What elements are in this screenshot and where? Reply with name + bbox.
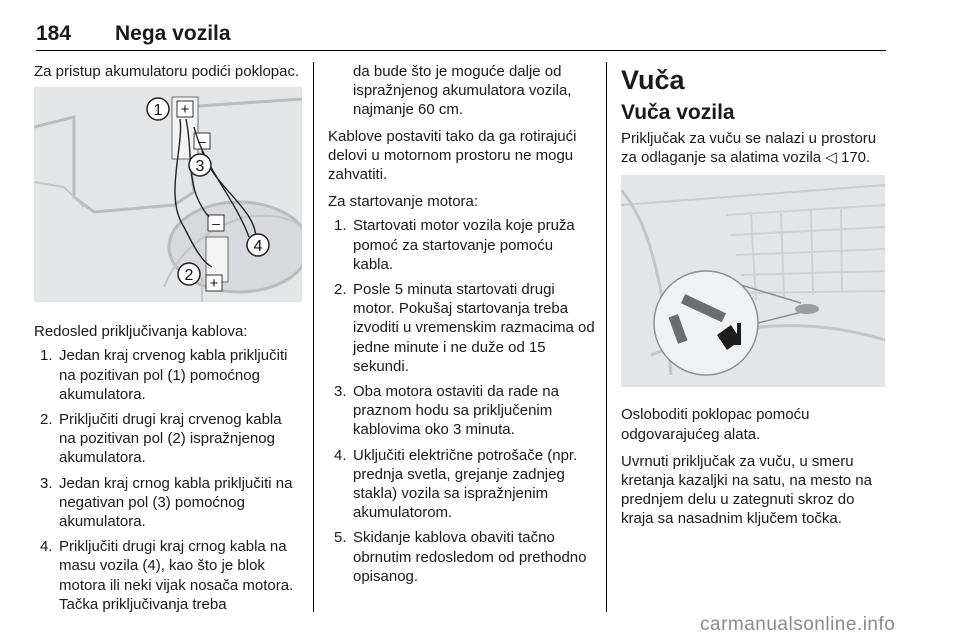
column-middle — [328, 62, 596, 592]
header-rule — [36, 50, 886, 51]
callout-3: 3 — [195, 158, 205, 176]
section-heading: Vuča — [621, 65, 685, 95]
battery-access-text: Za pristup akumulatoru podići poklopac. — [34, 63, 300, 80]
callout-1: 1 — [153, 102, 163, 120]
list-item: 2. Posle 5 minuta startovati drugi motor. Pokušaj startovanja treba izvoditi u vremenskim razmacima od jedne minute i ne duže od 15 sekundi. — [334, 281, 595, 375]
page-header — [36, 22, 886, 50]
screw-in-text: Uvrnuti priključak za vuču, u smeru kretanja kazaljki na satu, na mesto na prednjem delu u zategnuti skroz do kraja sa nasadnim ključem točka. — [621, 452, 872, 528]
cable-order-heading: Redosled priključivanja kablova: — [34, 323, 248, 341]
plus-terminal-upper: + — [180, 101, 190, 119]
list-item: 3. Jedan kraj crnog kabla priključiti na negativan pol (3) pomoćnog akumulatora. — [40, 474, 293, 531]
cable-placement-text: Kablove postaviti tako da ga rotirajući delovi u motornom prostoru ne mogu zahvatiti. — [328, 127, 577, 184]
minus-terminal-upper: – — [198, 133, 206, 150]
column-divider — [606, 62, 607, 612]
minus-terminal-lower: – — [212, 215, 220, 232]
list-item: 1. Jedan kraj crvenog kabla priključiti na pozitivan pol (1) pomoćnog akumulatora. — [40, 347, 288, 403]
start-heading: Za startovanje motora: — [328, 193, 479, 211]
list-item: 4. Priključiti drugi kraj crnog kabla na masu vozila (4), kao što je blok motora ili neki vijak nosača motora. Tačka priključivanja treba — [40, 538, 294, 613]
continuation-text: da bude što je moguće dalje od ispražnjenog akumulatora vozila, najmanje 60 cm. — [353, 63, 572, 119]
list-item: 3. Oba motora ostaviti da rade na praznom hodu sa priključenim kablovima oko 3 minuta. — [334, 383, 559, 439]
list-item: 2. Priključiti drugi kraj crvenog kabla na pozitivan pol (2) ispražnjenog akumulatora. — [40, 411, 282, 467]
column-left — [34, 62, 302, 620]
callout-4: 4 — [253, 238, 263, 256]
list-item: 1. Startovati motor vozila koje pruža pomoć za startovanje pomoću kabla. — [334, 217, 575, 273]
remove-cover-text: Osloboditi poklopac pomoću odgovarajućeg alata. — [621, 406, 810, 443]
column-right — [621, 62, 889, 529]
jump-start-figure — [34, 87, 302, 302]
callout-2: 2 — [184, 267, 194, 285]
column-divider — [313, 62, 314, 612]
list-item: 4. Uključiti električne potrošače (npr. prednja svetla, grejanje zadnjeg stakla) vozila sa ispražnjenim akumulatorom. — [334, 446, 578, 522]
cable-steps-list — [34, 346, 302, 614]
subsection-heading: Vuča vozila — [621, 101, 735, 124]
page-number: 184 — [36, 22, 72, 45]
plus-terminal-lower: + — [209, 275, 219, 293]
start-steps-list — [328, 216, 596, 586]
towing-eye-intro: Priključak za vuču se nalazi u prostoru za odlaganje sa alatima vozila ◁ 170. — [621, 130, 877, 167]
towing-eye-figure — [621, 175, 885, 387]
list-item: 5. Skidanje kablova obaviti tačno obrnutim redosledom od prethodno opisanog. — [334, 529, 587, 585]
watermark: carmanualsonline.info — [700, 614, 896, 635]
page-title: Nega vozila — [115, 22, 231, 45]
